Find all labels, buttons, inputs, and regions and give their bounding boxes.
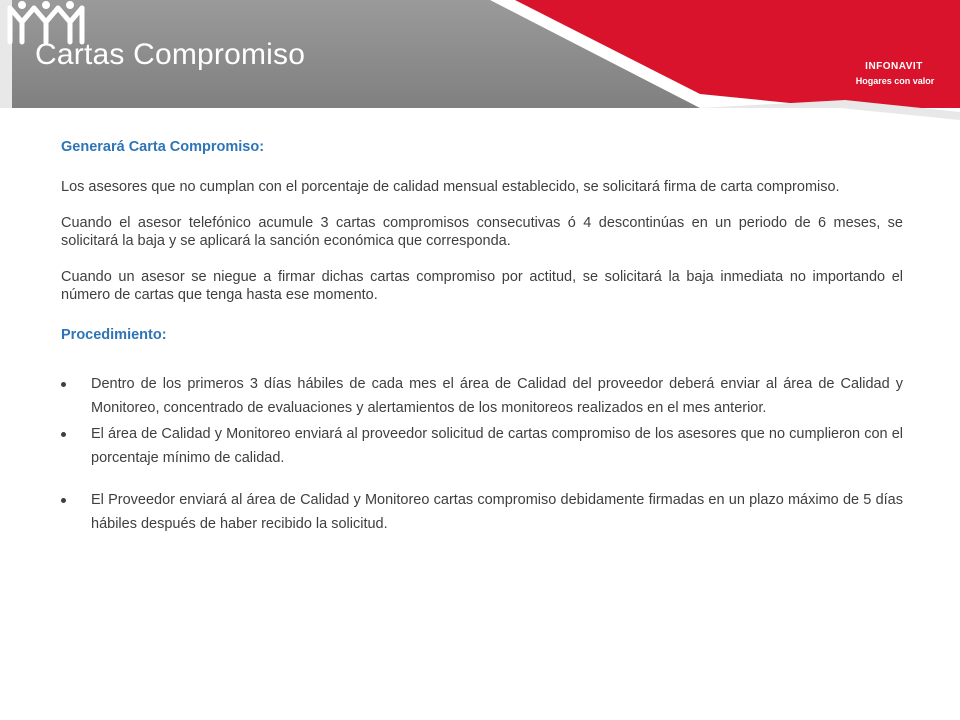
bullet-icon (61, 382, 66, 387)
bullet-icon (61, 432, 66, 437)
procedure-list (61, 372, 903, 536)
list-item-text: El área de Calidad y Monitoreo enviará al proveedor solicitud de cartas compromiso de los asesores que no cumplieron con el porcentaje mínimo de calidad. (91, 426, 903, 466)
heading-procedimiento: Procedimiento: (61, 327, 167, 343)
paragraph: Cuando el asesor telefónico acumule 3 cartas compromisos consecutivas ó 4 descontinúas en un periodo de 6 meses, se solicitará la baja y se aplicará la sanción económica que corresponda. (61, 215, 903, 249)
list-item-text: Dentro de los primeros 3 días hábiles de cada mes el área de Calidad del proveedor deberá enviar al área de Calidad y Monitoreo, concentrado de evaluaciones y alertamientos de los monitoreos realizados en el mes anterior. (91, 376, 903, 416)
logo-name: INFONAVIT (865, 61, 923, 72)
slide-header (0, 0, 960, 120)
paragraph: Los asesores que no cumplan con el porcentaje de calidad mensual establecido, se solicitará firma de carta compromiso. (61, 179, 840, 195)
slide-title: Cartas Compromiso (35, 38, 306, 71)
slide-content (61, 138, 903, 538)
list-item (61, 372, 903, 420)
list-item-text: El Proveedor enviará al área de Calidad y Monitoreo cartas compromiso debidamente firmadas en un plazo máximo de 5 días hábiles después de haber recibido la solicitud. (91, 492, 903, 532)
paragraph: Cuando un asesor se niegue a firmar dichas cartas compromiso por actitud, se solicitará la baja inmediata no importando el número de cartas que tenga hasta ese momento. (61, 269, 903, 303)
list-item (61, 488, 903, 536)
infonavit-logo-icon (0, 0, 92, 78)
bullet-icon (61, 498, 66, 503)
heading-carta-compromiso: Generará Carta Compromiso: (61, 139, 265, 155)
logo-slogan: Hogares con valor (855, 76, 935, 86)
list-item (61, 422, 903, 470)
